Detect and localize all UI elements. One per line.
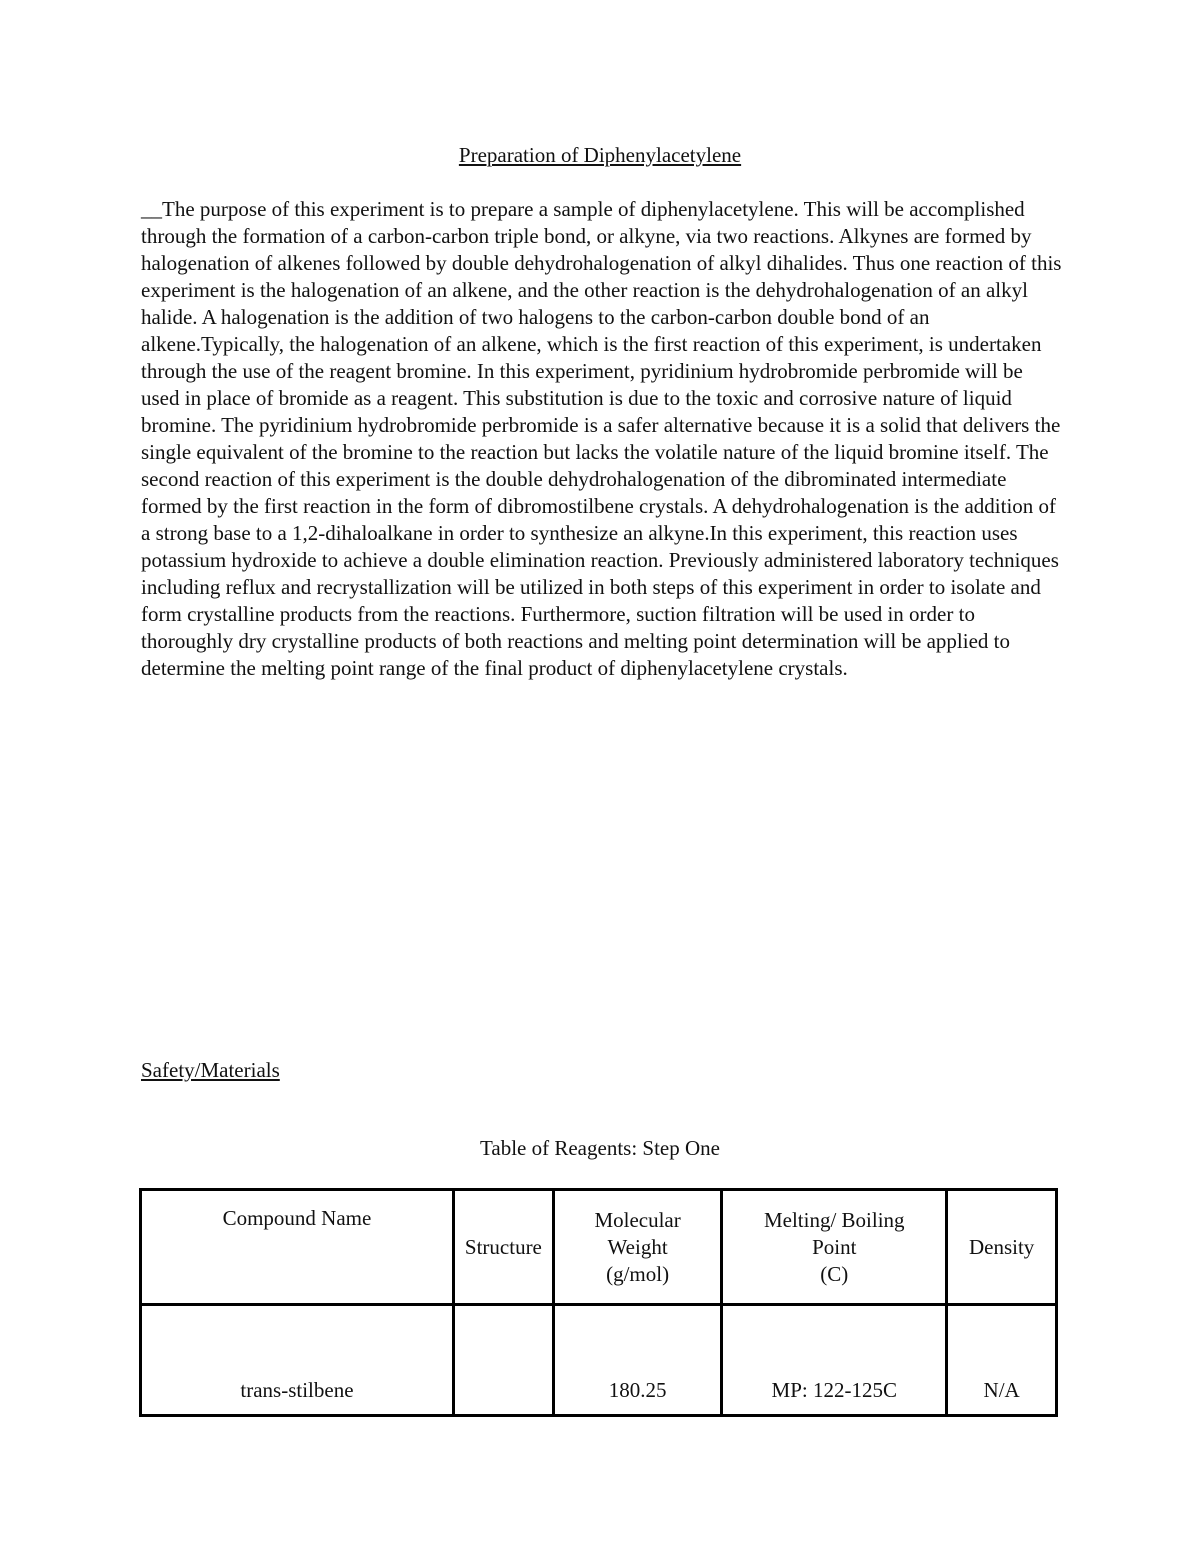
section-heading-safety-materials: Safety/Materials — [141, 1058, 280, 1082]
reagents-table — [139, 1188, 1058, 1417]
cell-compound-name: trans-stilbene — [141, 1305, 454, 1416]
header-molecular-weight-line1: Molecular — [594, 1207, 681, 1232]
table-row — [141, 1305, 1057, 1416]
header-density-label: Density — [968, 1234, 1035, 1259]
header-mp-bp-line2: Point — [812, 1234, 857, 1259]
cell-density: N/A — [947, 1305, 1057, 1416]
header-mp-bp-line1: Melting/ Boiling — [763, 1207, 905, 1232]
header-compound-name-label: Compound Name — [222, 1206, 372, 1230]
purpose-paragraph: __The purpose of this experiment is to prepare a sample of diphenylacetylene. This will be accomplished through the formation of a carbon-carbon triple bond, or alkyne, via two reactions. Alkynes are formed by halogenation of alkenes followed by double dehydrohalogenation of alkyl dihalides. Thus one reaction of this experiment is the halogenation of an alkene, and the other reaction is the dehydrohalogenation of an alkyl halide. A halogenation is the addition of two halogens to the carbon-carbon double bond of an alkene.Typically, the halogenation of an alkene, which is the first reaction of this experiment, is undertaken through the use of the reagent bromine. In this experiment, pyridinium hydrobromide perbromide will be used in place of bromide as a reagent. This substitution is due to the toxic and corrosive nature of liquid bromine. The pyridinium hydrobromide perbromide is a safer alternative because it is a solid that delivers the single equivalent of the bromine to the reaction but lacks the volatile nature of the liquid bromine itself. The second reaction of this experiment is the double dehydrohalogenation of the dibrominated intermediate formed by the first reaction in the form of dibromostilbene crystals. A dehydrohalogenation is the addition of a strong base to a 1,2-dihaloalkane in order to synthesize an alkyne.In this experiment, this reaction uses potassium hydroxide to achieve a double elimination reaction. Previously administered laboratory techniques including reflux and recrystallization will be utilized in both steps of this experiment in order to isolate and form crystalline products from the reactions. Furthermore, suction filtration will be used in order to thoroughly dry crystalline products of both reactions and melting point determination will be applied to determine the melting point range of the final product of diphenylacetylene crystals. — [141, 197, 1062, 680]
document-title: Preparation of Diphenylacetylene — [458, 143, 742, 167]
cell-melting-boiling-point: MP: 122-125C — [722, 1305, 947, 1416]
header-structure — [453, 1190, 553, 1305]
header-compound-name — [141, 1190, 454, 1305]
header-molecular-weight-line2: Weight — [607, 1234, 668, 1259]
header-molecular-weight-line3: (g/mol) — [606, 1261, 670, 1286]
table-header-row — [141, 1190, 1057, 1305]
header-density — [947, 1190, 1057, 1305]
cell-structure — [453, 1305, 553, 1416]
cell-molecular-weight: 180.25 — [553, 1305, 721, 1416]
header-melting-boiling-point — [722, 1190, 947, 1305]
table-caption: Table of Reagents: Step One — [480, 1136, 720, 1160]
header-mp-bp-line3: (C) — [820, 1261, 849, 1286]
header-structure-label: Structure — [464, 1234, 542, 1259]
header-molecular-weight — [553, 1190, 721, 1305]
